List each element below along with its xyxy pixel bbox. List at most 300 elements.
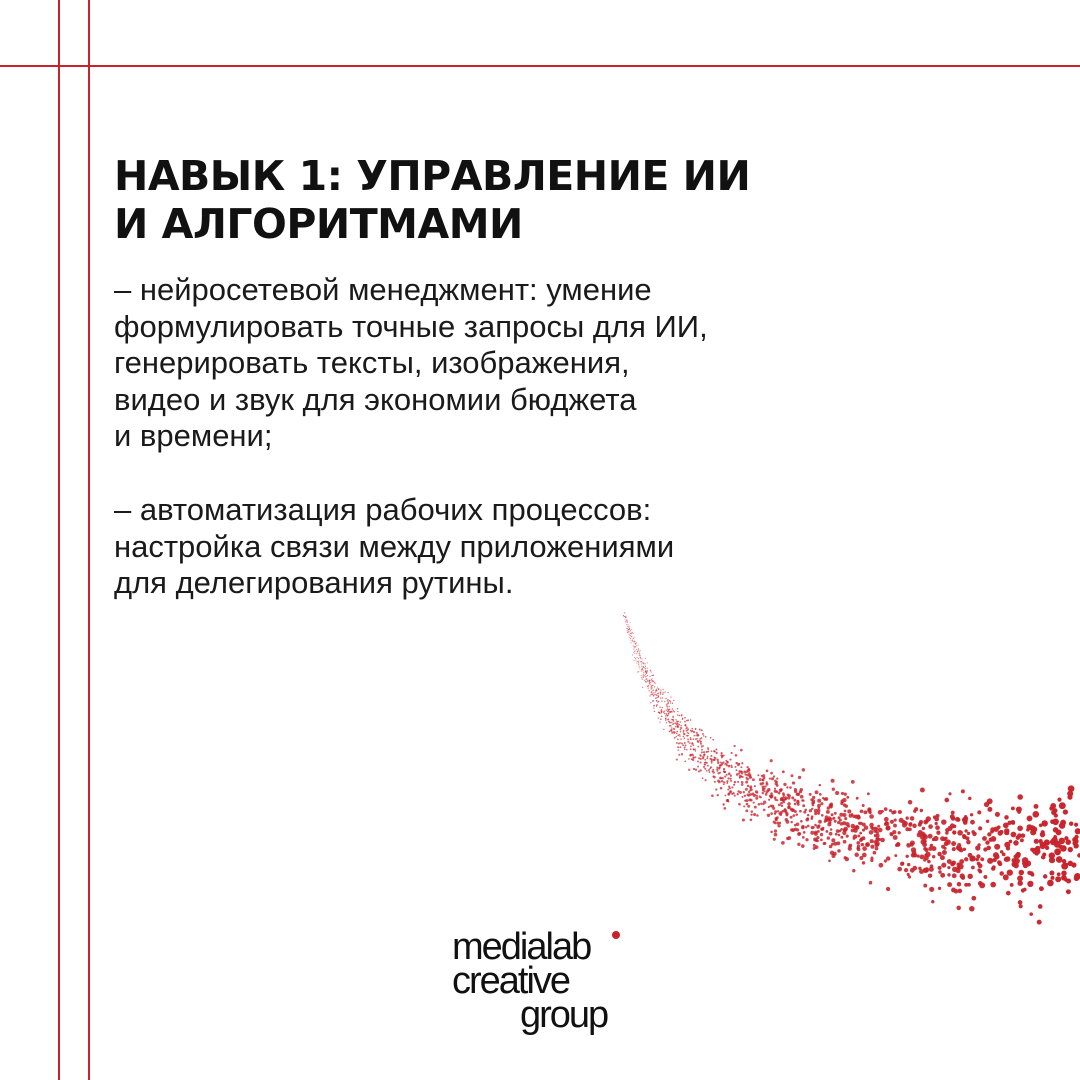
wave-particle — [805, 826, 807, 828]
wave-particle — [928, 824, 933, 829]
wave-particle — [750, 787, 752, 789]
wave-particle — [1040, 832, 1045, 837]
wave-particle — [652, 692, 653, 693]
wave-particle — [738, 803, 741, 806]
wave-particle — [668, 711, 669, 712]
wave-particle — [638, 662, 639, 663]
wave-particle — [894, 854, 897, 857]
wave-particle — [633, 645, 634, 646]
wave-particle — [752, 778, 755, 781]
wave-particle — [764, 785, 766, 787]
wave-particle — [679, 735, 680, 736]
wave-particle — [929, 887, 934, 892]
wave-particle — [660, 692, 661, 693]
wave-particle — [630, 633, 631, 634]
wave-particle — [753, 794, 756, 797]
wave-particle — [638, 664, 639, 665]
wave-particle — [632, 640, 633, 641]
wave-particle — [704, 762, 706, 764]
paragraph-line: – нейросетевой менеджмент: умение — [114, 272, 652, 307]
wave-particle — [690, 746, 692, 748]
wave-particle — [825, 830, 828, 833]
wave-particle — [837, 821, 840, 824]
wave-particle — [773, 838, 776, 841]
wave-particle — [673, 700, 674, 701]
wave-particle — [690, 730, 692, 732]
wave-particle — [653, 707, 654, 708]
wave-particle — [1050, 803, 1056, 809]
wave-particle — [987, 807, 992, 812]
wave-particle — [702, 733, 704, 735]
wave-particle — [762, 782, 765, 785]
wave-particle — [1004, 842, 1010, 848]
wave-particle — [711, 750, 713, 752]
wave-particle — [772, 807, 775, 810]
wave-particle — [790, 828, 793, 831]
wave-particle — [671, 730, 673, 732]
wave-particle — [824, 820, 827, 823]
wave-particle — [791, 774, 794, 777]
wave-particle — [680, 738, 681, 739]
wave-particle — [681, 727, 683, 729]
wave-particle — [653, 689, 654, 690]
wave-particle — [982, 836, 987, 841]
wave-particle — [681, 743, 683, 745]
wave-particle — [735, 754, 738, 757]
wave-particle — [937, 852, 941, 856]
wave-particle — [890, 820, 894, 824]
wave-particle — [1004, 828, 1010, 834]
wave-particle — [695, 729, 697, 731]
wave-particle — [908, 875, 911, 878]
wave-particle — [922, 827, 925, 830]
wave-particle — [1007, 821, 1011, 825]
wave-particle — [1066, 889, 1071, 894]
wave-particle — [894, 819, 897, 822]
wave-particle — [1053, 827, 1059, 833]
wave-particle — [957, 830, 963, 836]
wave-particle — [938, 866, 942, 870]
wave-particle — [635, 660, 636, 661]
wave-particle — [893, 824, 897, 828]
wave-particle — [731, 766, 733, 768]
wave-particle — [633, 660, 634, 661]
wave-particle — [657, 696, 658, 697]
wave-particle — [745, 777, 747, 779]
wave-particle — [721, 780, 724, 783]
wave-particle — [703, 745, 705, 747]
wave-particle — [1034, 839, 1039, 844]
wave-particle — [923, 847, 927, 851]
wave-particle — [679, 742, 681, 744]
wave-particle — [672, 703, 674, 705]
wave-particle — [667, 719, 668, 720]
wave-particle — [811, 826, 814, 829]
wave-particle — [649, 676, 650, 677]
wave-particle — [649, 683, 650, 684]
wave-particle — [878, 810, 883, 815]
medialab-logo — [452, 928, 672, 1048]
wave-particle — [676, 721, 677, 722]
wave-particle — [839, 813, 843, 817]
wave-particle — [928, 834, 933, 839]
wave-particle — [810, 798, 813, 801]
wave-particle — [801, 826, 804, 829]
wave-particle — [638, 671, 639, 672]
wave-particle — [942, 850, 947, 855]
wave-particle — [911, 847, 916, 852]
wave-particle — [737, 793, 739, 795]
wave-particle — [673, 732, 675, 734]
wave-particle — [922, 842, 927, 847]
wave-particle — [693, 768, 695, 770]
wave-particle — [647, 662, 648, 663]
wave-particle — [745, 781, 748, 784]
wave-particle — [773, 775, 775, 777]
wave-particle — [867, 792, 870, 795]
wave-particle — [673, 728, 675, 730]
wave-particle — [931, 900, 934, 903]
wave-particle — [760, 802, 762, 804]
wave-particle — [644, 668, 645, 669]
wave-particle — [691, 728, 693, 730]
wave-particle — [637, 672, 638, 673]
wave-particle — [672, 719, 674, 721]
wave-particle — [706, 770, 708, 772]
wave-particle — [912, 866, 917, 871]
wave-particle — [738, 770, 740, 772]
wave-particle — [878, 828, 883, 833]
wave-particle — [697, 766, 699, 768]
wave-particle — [843, 827, 848, 832]
paragraph-line: видео и звук для экономии бюджета — [114, 381, 637, 417]
wave-particle — [628, 627, 629, 628]
wave-particle — [678, 754, 680, 756]
wave-particle — [1036, 849, 1041, 854]
wave-particle — [1005, 856, 1010, 861]
slide-title-line-1: НАВЫК 1: УПРАВЛЕНИЕ ИИ — [114, 152, 751, 200]
wave-particle — [757, 774, 759, 776]
wave-particle — [871, 827, 875, 831]
wave-particle — [829, 832, 833, 836]
wave-particle — [820, 827, 823, 830]
wave-particle — [965, 836, 969, 840]
wave-particle — [701, 746, 703, 748]
wave-particle — [653, 694, 654, 695]
wave-particle — [640, 650, 641, 651]
wave-particle — [770, 772, 773, 775]
wave-particle — [638, 649, 639, 650]
wave-particle — [909, 822, 912, 825]
wave-particle — [794, 803, 797, 806]
wave-particle — [671, 711, 672, 712]
wave-particle — [633, 652, 634, 653]
wave-particle — [998, 862, 1002, 866]
wave-particle — [628, 629, 629, 630]
wave-particle — [664, 692, 665, 693]
wave-particle — [636, 662, 637, 663]
wave-particle — [710, 755, 712, 757]
wave-particle — [869, 814, 874, 819]
wave-particle — [700, 758, 702, 760]
wave-particle — [723, 781, 725, 783]
wave-particle — [869, 881, 873, 885]
wave-particle — [890, 832, 894, 836]
wave-particle — [680, 725, 682, 727]
wave-particle — [786, 786, 788, 788]
wave-particle — [687, 719, 689, 721]
wave-particle — [966, 840, 971, 845]
wave-particle — [651, 692, 652, 693]
wave-particle — [647, 681, 648, 682]
wave-particle — [629, 631, 630, 632]
wave-particle — [994, 844, 1000, 850]
wave-particle — [715, 748, 717, 750]
wave-particle — [670, 702, 671, 703]
wave-particle — [835, 833, 838, 836]
wave-particle — [786, 820, 790, 824]
wave-particle — [629, 635, 630, 636]
wave-particle — [665, 719, 667, 721]
wave-particle — [865, 843, 868, 846]
wave-particle — [651, 672, 652, 673]
wave-particle — [632, 654, 633, 655]
wave-particle — [691, 742, 693, 744]
wave-particle — [789, 786, 792, 789]
wave-particle — [717, 760, 719, 762]
wave-particle — [846, 835, 849, 838]
wave-particle — [652, 678, 653, 679]
wave-particle — [935, 825, 940, 830]
wave-particle — [695, 738, 697, 740]
wave-particle — [755, 797, 758, 800]
wave-particle — [640, 657, 641, 658]
wave-particle — [647, 670, 648, 671]
wave-particle — [841, 792, 844, 795]
wave-particle — [1007, 869, 1013, 875]
wave-particle — [744, 799, 746, 801]
wave-particle — [638, 658, 639, 659]
wave-particle — [733, 792, 735, 794]
wave-particle — [790, 821, 792, 823]
wave-particle — [945, 828, 949, 832]
wave-particle — [780, 788, 783, 791]
wave-particle — [805, 838, 808, 841]
wave-particle — [643, 677, 644, 678]
wave-particle — [635, 658, 636, 659]
wave-particle — [854, 815, 858, 819]
wave-particle — [774, 780, 777, 783]
wave-particle — [1061, 870, 1067, 876]
wave-particle — [816, 840, 819, 843]
wave-particle — [1016, 852, 1021, 857]
wave-particle — [831, 779, 835, 783]
wave-particle — [835, 791, 839, 795]
wave-particle — [977, 868, 981, 872]
wave-particle — [681, 714, 682, 715]
wave-particle — [857, 834, 860, 837]
wave-particle — [744, 773, 746, 775]
wave-particle — [726, 774, 728, 776]
wave-particle — [688, 769, 690, 771]
wave-particle — [698, 735, 700, 737]
logo-dot-icon — [612, 931, 620, 939]
wave-particle — [716, 766, 718, 768]
wave-particle — [952, 873, 957, 878]
wave-particle — [703, 754, 705, 756]
wave-particle — [812, 804, 815, 807]
wave-particle — [893, 835, 898, 840]
wave-particle — [874, 834, 878, 838]
wave-particle — [1042, 853, 1046, 857]
wave-particle — [680, 731, 681, 732]
wave-particle — [854, 853, 859, 858]
wave-particle — [684, 747, 686, 749]
wave-particle — [950, 823, 955, 828]
wave-particle — [971, 896, 976, 901]
wave-particle — [936, 831, 940, 835]
wave-particle — [951, 811, 955, 815]
wave-particle — [1064, 878, 1068, 882]
paragraph-line: настройка связи между приложениями — [114, 528, 675, 564]
wave-particle — [758, 803, 761, 806]
wave-particle — [1032, 811, 1039, 818]
wave-particle — [933, 836, 938, 841]
wave-particle — [782, 794, 785, 797]
wave-particle — [947, 882, 952, 887]
wave-particle — [794, 828, 797, 831]
wave-particle — [829, 805, 833, 809]
wave-particle — [658, 711, 660, 713]
wave-particle — [627, 624, 628, 625]
wave-particle — [1064, 836, 1068, 840]
wave-particle — [775, 818, 778, 821]
wave-particle — [918, 823, 922, 827]
wave-particle — [1013, 840, 1018, 845]
wave-particle — [870, 845, 874, 849]
wave-particle — [967, 832, 970, 835]
wave-particle — [666, 710, 667, 711]
wave-particle — [923, 859, 926, 862]
wave-particle — [802, 804, 805, 807]
wave-particle — [856, 825, 859, 828]
wave-particle — [1043, 874, 1047, 878]
wave-particle — [713, 776, 716, 779]
wave-particle — [731, 786, 733, 788]
wave-particle — [860, 809, 864, 813]
wave-particle — [627, 632, 628, 633]
wave-particle — [717, 772, 719, 774]
wave-particle — [728, 772, 731, 775]
wave-particle — [941, 819, 947, 825]
wave-particle — [1002, 853, 1006, 857]
wave-particle — [991, 866, 995, 870]
wave-particle — [692, 738, 694, 740]
wave-particle — [766, 783, 769, 786]
wave-particle — [633, 649, 634, 650]
wave-particle — [704, 759, 706, 761]
wave-particle — [722, 761, 724, 763]
wave-particle — [685, 730, 687, 732]
wave-particle — [794, 790, 797, 793]
wave-particle — [633, 633, 634, 634]
wave-particle — [785, 798, 787, 800]
wave-particle — [648, 687, 649, 688]
wave-particle — [626, 624, 627, 625]
wave-particle — [741, 783, 744, 786]
wave-particle — [703, 751, 705, 753]
wave-particle — [680, 746, 682, 748]
wave-particle — [710, 737, 712, 739]
wave-particle — [907, 863, 910, 866]
wave-particle — [671, 727, 672, 728]
wave-particle — [640, 661, 641, 662]
wave-particle — [697, 746, 699, 748]
wave-particle — [832, 788, 835, 791]
wave-particle — [642, 662, 643, 663]
wave-particle — [652, 700, 654, 702]
wave-particle — [635, 646, 636, 647]
wave-particle — [708, 771, 710, 773]
wave-particle — [629, 626, 630, 627]
wave-particle — [643, 675, 644, 676]
wave-particle — [801, 844, 805, 848]
wave-particle — [641, 661, 642, 662]
wave-particle — [862, 804, 865, 807]
wave-particle — [792, 781, 795, 784]
wave-particle — [1051, 837, 1058, 844]
wave-particle — [993, 852, 999, 858]
wave-particle — [802, 768, 805, 771]
wave-particle — [817, 804, 821, 808]
wave-particle — [684, 749, 686, 751]
wave-particle — [817, 799, 821, 803]
wave-particle — [975, 858, 979, 862]
wave-particle — [971, 866, 975, 870]
wave-particle — [828, 821, 831, 824]
wave-particle — [779, 813, 782, 816]
wave-particle — [683, 731, 685, 733]
wave-particle — [680, 721, 681, 722]
wave-particle — [884, 859, 887, 862]
wave-particle — [677, 746, 679, 748]
wave-particle — [797, 832, 800, 835]
wave-particle — [997, 825, 1001, 829]
wave-particle — [642, 669, 643, 670]
wave-particle — [681, 753, 683, 755]
wave-particle — [627, 626, 628, 627]
logo-text-line: group — [520, 994, 608, 1036]
wave-particle — [754, 806, 757, 809]
wave-particle — [816, 825, 820, 829]
wave-particle — [792, 814, 795, 817]
wave-particle — [844, 856, 847, 859]
wave-particle — [726, 799, 729, 802]
wave-particle — [730, 780, 732, 782]
paragraph-line: для делегирования рутины. — [114, 565, 514, 600]
wave-particle — [944, 837, 947, 840]
wave-particle — [702, 757, 704, 759]
wave-particle — [790, 816, 793, 819]
wave-particle — [637, 651, 638, 652]
wave-particle — [956, 868, 961, 873]
wave-particle — [774, 799, 776, 801]
wave-particle — [830, 828, 833, 831]
wave-particle — [674, 711, 676, 713]
wave-particle — [639, 651, 640, 652]
wave-particle — [799, 810, 802, 813]
wave-particle — [741, 781, 744, 784]
